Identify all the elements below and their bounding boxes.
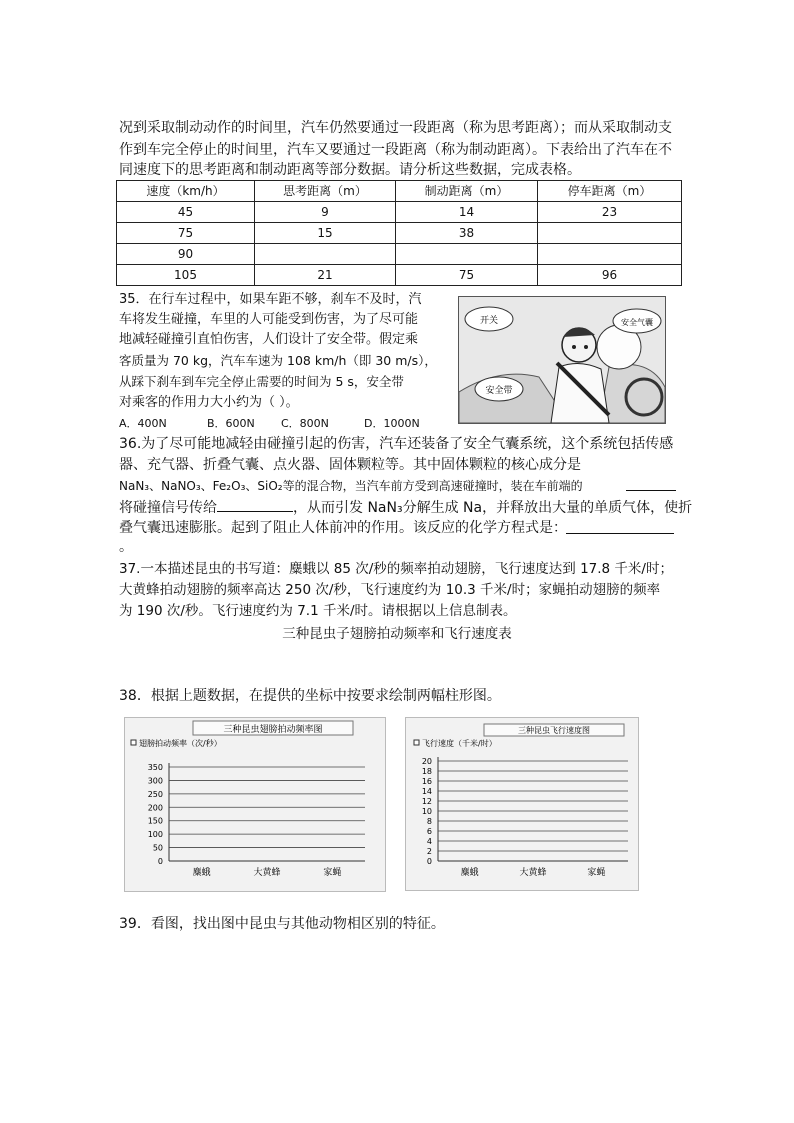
q36-line-2: 器、充气器、折叠气囊、点火器、固体颗粒等。其中固体颗粒的核心成分是 [119,457,581,473]
cartoon-label-switch: 开关 [479,316,499,326]
y-tick-label: 6 [426,827,432,836]
y-tick-label: 100 [147,830,163,840]
table-cell: 23 [538,202,682,223]
y-tick-label: 18 [421,767,432,776]
q36-line-4-start: 将碰撞信号传给 [119,500,217,516]
q38-text: 38．根据上题数据，在提供的坐标中按要求绘制两幅柱形图。 [119,688,501,704]
cartoon-label-airbag: 安全气囊 [621,318,653,327]
x-tick-label: 家蝇 [323,868,342,878]
table-cell: 45 [117,202,255,223]
table-cell [255,244,396,265]
q36-line-5: 叠气囊迅速膨胀。起到了阻止人体前冲的作用。该反应的化学方程式是： [119,520,567,536]
table-header-row [117,181,682,202]
table-row [117,265,682,286]
table-cell: 21 [255,265,396,286]
speed-chart-frame [405,717,639,891]
y-tick-label: 8 [426,817,432,826]
q35-line-1: 35．在行车过程中，如果车距不够，刹车不及时，汽 [119,292,422,307]
y-tick-label: 50 [152,843,163,853]
y-tick-label: 16 [421,777,432,786]
x-tick-label: 麋蛾 [192,868,211,878]
table-row [117,202,682,223]
distance-table [116,180,682,286]
q36-blank-1 [626,490,676,491]
y-tick-label: 200 [147,803,163,813]
x-tick-label: 大黄蜂 [253,868,281,878]
q35-option-c: C．800N [281,417,329,430]
q39-text: 39．看图，找出图中昆虫与其他动物相区别的特征。 [119,916,445,932]
q36-blank-3 [566,533,674,534]
y-tick-label: 10 [421,807,432,816]
x-tick-label: 大黄蜂 [519,868,547,878]
x-tick-label: 家蝇 [587,868,606,878]
q35-line-6: 对乘客的作用力大小约为（ ）。 [119,395,299,410]
frequency-chart [125,718,385,891]
q36-line-1: 36.为了尽可能地减轻由碰撞引起的伤害，汽车还装备了安全气囊系统，这个系统包括传感 [119,436,674,452]
intro-line-3: 同速度下的思考距离和制动距离等部分数据。请分析这些数据，完成表格。 [119,162,581,178]
q36-line-6: 。 [119,539,133,555]
table-header-cell: 停车距离（m） [538,181,682,202]
chart1-legend-label: 翅膀拍动频率（次/秒） [139,739,222,748]
table-cell: 38 [396,223,538,244]
y-tick-label: 12 [421,797,432,806]
cartoon-label-seatbelt: 安全带 [485,386,513,396]
intro-line-1: 况到采取制动动作的时间里，汽车仍然要通过一段距离（称为思考距离）；而从采取制动支 [119,120,672,136]
table-header-cell: 速度（km/h） [117,181,255,202]
q37-line-2: 大黄蜂拍动翅膀的频率高达 250 次/秒，飞行速度约为 10.3 千米/时；家蝇拍动翅膀的频率 [119,582,661,598]
table-header-cell: 制动距离（m） [396,181,538,202]
frequency-chart-frame [124,717,386,892]
insect-table-title: 三种昆虫子翅膀拍动频率和飞行速度表 [282,626,512,642]
q37-line-1: 37.一本描述昆虫的书写道：麋蛾以 85 次/秒的频率拍动翅膀，飞行速度达到 17.8 千米/时； [119,561,673,577]
intro-line-2: 作到车完全停止的时间里，汽车又要通过一段距离（称为制动距离）。下表给出了汽车在不 [119,142,672,158]
table-cell: 9 [255,202,396,223]
chart2-legend-label: 飞行速度（千米/时） [422,739,497,748]
q36-line-4-end: ，从而引发 NaN₃分解生成 Na，并释放出大量的单质气体，使折 [293,500,693,516]
y-tick-label: 4 [426,837,432,846]
y-tick-label: 300 [147,776,163,786]
y-tick-label: 350 [147,763,163,772]
y-tick-label: 14 [421,787,432,796]
speed-chart [406,718,638,890]
q35-option-b: B．600N [207,417,255,430]
table-cell: 14 [396,202,538,223]
q35-line-4: 客质量为 70 kg，汽车车速为 108 km/h（即 30 m/s）， [119,353,437,368]
table-cell: 75 [396,265,538,286]
y-tick-label: 0 [426,857,432,866]
table-row [117,244,682,265]
table-cell: 75 [117,223,255,244]
table-cell: 90 [117,244,255,265]
q35-line-3: 地减轻碰撞引直怕伤害，人们设计了安全带。假定乘 [119,332,419,347]
table-cell [396,244,538,265]
y-tick-label: 0 [157,857,163,866]
q35-line-2: 车将发生碰撞，车里的人可能受到伤害，为了尽可能 [119,312,419,327]
q35-option-d: D．1000N [364,417,420,430]
y-tick-label: 250 [147,789,163,799]
q36-line-4 [119,497,692,518]
chart1-title: 三种昆虫翅膀拍动频率图 [223,725,323,735]
x-tick-label: 麋蛾 [460,868,479,878]
chart1-legend-swatch [131,740,136,745]
table-cell [538,223,682,244]
y-tick-label: 20 [421,757,432,766]
q36-blank-2 [217,497,293,512]
table-cell: 15 [255,223,396,244]
table-row [117,223,682,244]
table-cell: 96 [538,265,682,286]
chart2-legend-swatch [414,740,419,745]
cartoon-drawing [459,297,665,423]
y-tick-label: 150 [147,816,163,826]
q35-option-a: A．400N [119,417,167,430]
q36-line-3: NaN₃、NaNO₃、Fe₂O₃、SiO₂等的混合物，当汽车前方受到高速碰撞时，装在车前端的 [119,479,583,493]
table-cell: 105 [117,265,255,286]
q35-line-5: 从踩下刹车到车完全停止需要的时间为 5 s，安全带 [119,374,404,389]
q37-line-3: 为 190 次/秒。飞行速度约为 7.1 千米/时。请根据以上信息制表。 [119,603,517,619]
seatbelt-cartoon-illustration [458,296,666,424]
table-header-cell: 思考距离（m） [255,181,396,202]
table-cell [538,244,682,265]
y-tick-label: 2 [426,847,432,856]
chart2-title: 三种昆虫飞行速度图 [518,726,590,735]
